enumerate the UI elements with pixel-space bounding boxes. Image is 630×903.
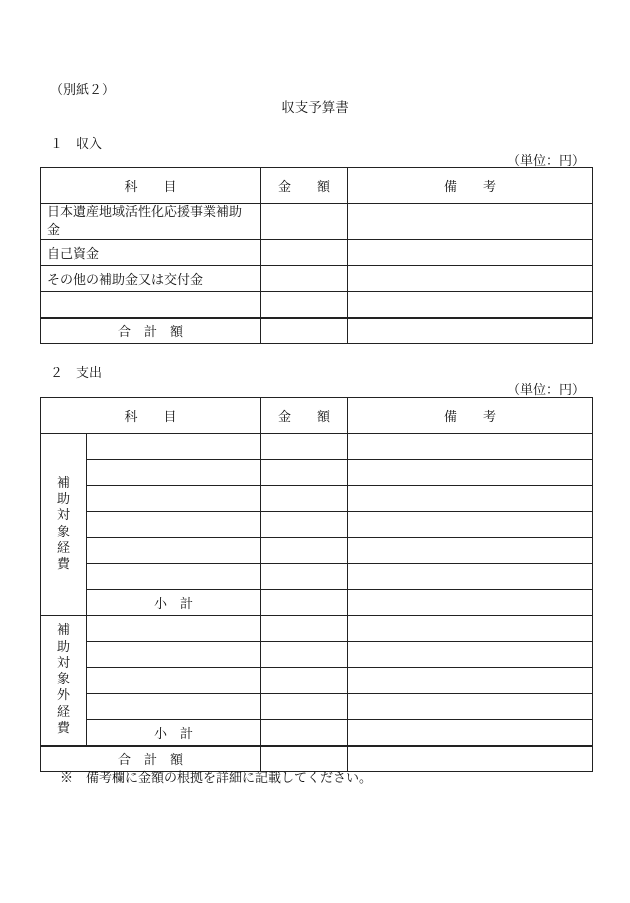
expense-item-cell[interactable] <box>87 564 261 590</box>
income-remarks-cell[interactable] <box>348 266 593 292</box>
annex-label: （別紙２） <box>50 83 116 98</box>
table-row <box>41 204 593 240</box>
expense-total-label: 合 計 額 <box>41 746 261 772</box>
expense-table <box>40 397 593 772</box>
table-row <box>41 240 593 266</box>
expense-remarks-cell[interactable] <box>348 512 593 538</box>
expense-remarks-cell[interactable] <box>348 486 593 512</box>
income-subject-cell[interactable] <box>41 292 261 318</box>
income-total-amount[interactable] <box>261 318 348 344</box>
expense-amount-cell[interactable] <box>261 460 348 486</box>
expense-header-subject: 科 目 <box>41 398 261 434</box>
expense-item-cell[interactable] <box>87 616 261 642</box>
expense-amount-cell[interactable] <box>261 538 348 564</box>
table-row <box>41 694 593 720</box>
table-row <box>41 668 593 694</box>
income-remarks-cell[interactable] <box>348 240 593 266</box>
group1-label-cell <box>41 434 87 616</box>
group2-subtotal-amount[interactable] <box>261 720 348 746</box>
table-row <box>41 616 593 642</box>
group2-subtotal-remarks[interactable] <box>348 720 593 746</box>
expense-remarks-cell[interactable] <box>348 668 593 694</box>
group2-subtotal-label: 小 計 <box>87 720 261 746</box>
group2-label: 補 助 対 象 外 経 費 <box>56 623 70 736</box>
expense-heading: ２ 支出 <box>50 366 103 381</box>
income-amount-cell[interactable] <box>261 266 348 292</box>
expense-amount-cell[interactable] <box>261 668 348 694</box>
income-header-subject: 科 目 <box>41 168 261 204</box>
expense-amount-cell[interactable] <box>261 694 348 720</box>
expense-remarks-cell[interactable] <box>348 564 593 590</box>
income-subject-cell: 日本遺産地域活性化応援事業補助金 <box>41 204 261 240</box>
table-row <box>41 512 593 538</box>
expense-item-cell[interactable] <box>87 512 261 538</box>
expense-remarks-cell[interactable] <box>348 434 593 460</box>
income-total-label: 合 計 額 <box>41 318 261 344</box>
income-amount-cell[interactable] <box>261 240 348 266</box>
expense-amount-cell[interactable] <box>261 564 348 590</box>
income-subject-cell: 自己資金 <box>41 240 261 266</box>
income-amount-cell[interactable] <box>261 204 348 240</box>
income-heading: １ 収入 <box>50 137 103 152</box>
table-row <box>41 460 593 486</box>
expense-header-row <box>41 398 593 434</box>
expense-item-cell[interactable] <box>87 460 261 486</box>
table-row <box>41 564 593 590</box>
expense-header-amount: 金 額 <box>261 398 348 434</box>
table-row <box>41 642 593 668</box>
group1-subtotal-amount[interactable] <box>261 590 348 616</box>
expense-remarks-cell[interactable] <box>348 460 593 486</box>
table-row <box>41 266 593 292</box>
group2-subtotal-row <box>41 720 593 746</box>
document-title: 収支予算書 <box>281 100 349 116</box>
expense-remarks-cell[interactable] <box>348 694 593 720</box>
expense-item-cell[interactable] <box>87 694 261 720</box>
table-row <box>41 486 593 512</box>
expense-item-cell[interactable] <box>87 538 261 564</box>
group1-subtotal-remarks[interactable] <box>348 590 593 616</box>
expense-amount-cell[interactable] <box>261 642 348 668</box>
expense-amount-cell[interactable] <box>261 434 348 460</box>
expense-unit: （単位：円） <box>506 383 585 398</box>
group1-subtotal-row <box>41 590 593 616</box>
remarks-note: ※ 備考欄に金額の根拠を詳細に記載してください。 <box>60 771 373 786</box>
income-header-row <box>41 168 593 204</box>
income-amount-cell[interactable] <box>261 292 348 318</box>
group2-label-cell <box>41 616 87 746</box>
income-table <box>40 167 593 344</box>
expense-item-cell[interactable] <box>87 434 261 460</box>
income-remarks-cell[interactable] <box>348 204 593 240</box>
expense-item-cell[interactable] <box>87 642 261 668</box>
income-total-remarks[interactable] <box>348 318 593 344</box>
group1-subtotal-label: 小 計 <box>87 590 261 616</box>
table-row <box>41 292 593 318</box>
income-unit: （単位：円） <box>506 154 585 169</box>
expense-total-remarks[interactable] <box>348 746 593 772</box>
expense-item-cell[interactable] <box>87 486 261 512</box>
expense-amount-cell[interactable] <box>261 486 348 512</box>
group1-label: 補 助 対 象 経 費 <box>56 475 70 572</box>
expense-amount-cell[interactable] <box>261 512 348 538</box>
income-remarks-cell[interactable] <box>348 292 593 318</box>
expense-amount-cell[interactable] <box>261 616 348 642</box>
table-row <box>41 434 593 460</box>
expense-item-cell[interactable] <box>87 668 261 694</box>
income-subject-cell: その他の補助金又は交付金 <box>41 266 261 292</box>
expense-remarks-cell[interactable] <box>348 642 593 668</box>
table-row <box>41 538 593 564</box>
expense-remarks-cell[interactable] <box>348 616 593 642</box>
income-total-row <box>41 318 593 344</box>
income-header-remarks: 備 考 <box>348 168 593 204</box>
expense-remarks-cell[interactable] <box>348 538 593 564</box>
income-header-amount: 金 額 <box>261 168 348 204</box>
expense-header-remarks: 備 考 <box>348 398 593 434</box>
